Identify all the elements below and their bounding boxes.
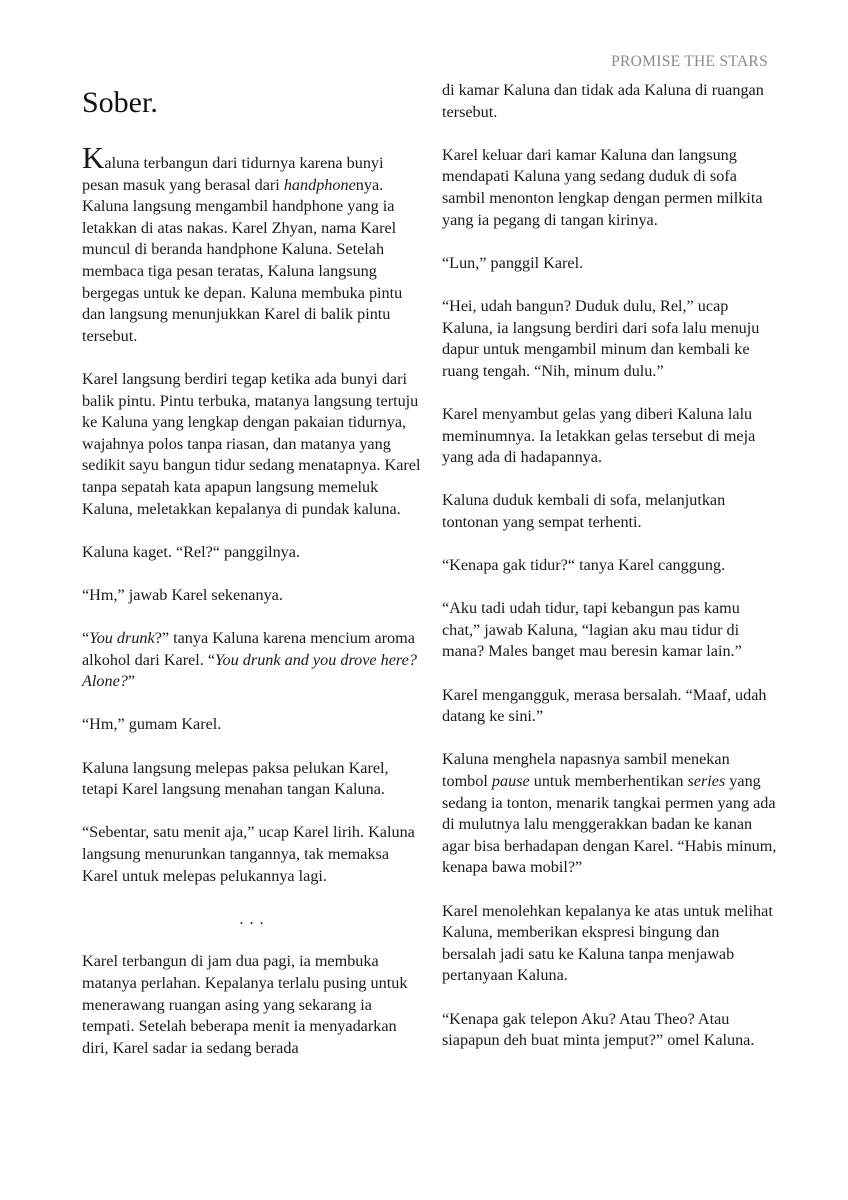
paragraph: Karel keluar dari kamar Kaluna dan langsung mendapati Kaluna yang sedang duduk di sofa sambil menonton lengkap dengan permen milkita yang ia pegang di tangan kirinya. (442, 145, 763, 229)
paragraph: “Hm,” jawab Karel sekenanya. (82, 585, 283, 604)
paragraph (442, 749, 777, 879)
chapter-title: Sober. (82, 86, 158, 119)
paragraph (82, 628, 422, 693)
paragraph: Karel menolehkan kepalanya ke atas untuk melihat Kaluna, memberikan ekspresi bingung dan bersalah jadi satu ke Kaluna tanpa menjawab pertanyaan Kaluna. (442, 901, 773, 985)
emphasis-text: handphone (283, 175, 356, 194)
paragraph-text: “ (82, 629, 90, 648)
emphasis-text: series (687, 772, 726, 790)
right-column (442, 80, 777, 1073)
paragraph-text: ” (127, 672, 136, 691)
paragraph-text: Kaluna menghela napasnya sambil menekan tombol (442, 750, 730, 790)
paragraph-text: nya. Kaluna langsung mengambil handphone yang ia letakkan di atas nakas. Karel Zhyan, nama Karel muncul di beranda handphone Kaluna. Setelah membaca tiga pesan teratas, Kaluna langsung bergegas untuk ke depan. Kaluna membuka pintu dan langsung menunjukkan Karel di balik pintu tersebut. (82, 175, 403, 345)
left-column (82, 80, 422, 1081)
paragraph: Karel langsung berdiri tegap ketika ada bunyi dari balik pintu. Pintu terbuka, matanya langsung tertuju ke Kaluna yang lengkap dengan pakaian tidurnya, wajahnya polos tanpa riasan, dan matanya yang sedikit sayu bangun tidur sedang menatapnya. Karel tanpa sepatah kata apapun langsung memeluk Kaluna, meletakkan kepalanya di pundak kaluna. (82, 369, 421, 518)
emphasis-text: You drunk (89, 629, 155, 648)
paragraph-text: untuk memberhentikan (529, 772, 688, 790)
paragraph: “Kenapa gak telepon Aku? Atau Theo? Atau siapapun deh buat minta jemput?” omel Kaluna. (442, 1009, 755, 1050)
paragraph (82, 140, 422, 347)
emphasis-text: You drunk and you drove here? Alone? (82, 650, 417, 691)
paragraph: di kamar Kaluna dan tidak ada Kaluna di ruangan tersebut. (442, 81, 764, 121)
running-header: PROMISE THE STARS (611, 53, 768, 70)
paragraph: Kaluna duduk kembali di sofa, melanjutkan tontonan yang sempat terhenti. (442, 491, 726, 531)
paragraph: Karel menyambut gelas yang diberi Kaluna lalu meminumnya. Ia letakkan gelas tersebut di meja yang ada di hadapannya. (442, 404, 756, 467)
paragraph-text: ?” tanya Kaluna karena mencium aroma alkohol dari Karel. “ (82, 629, 415, 669)
paragraph: “Hei, udah bangun? Duduk dulu, Rel,” ucap Kaluna, ia langsung berdiri dari sofa lalu menuju dapur untuk mengambil minum dan kembali ke ruang tengah. “Nih, minum dulu.” (442, 296, 760, 380)
paragraph: “Lun,” panggil Karel. (442, 253, 584, 272)
paragraph: “Sebentar, satu menit aja,” ucap Karel lirih. Kaluna langsung menurunkan tangannya, tak memaksa Karel untuk melepas pelukannya lagi. (82, 823, 415, 885)
paragraph: “Kenapa gak tidur?“ tanya Karel canggung. (442, 556, 726, 575)
paragraph: “Hm,” gumam Karel. (82, 715, 222, 734)
paragraph: Kaluna langsung melepas paksa pelukan Karel, tetapi Karel langsung menahan tangan Kaluna. (82, 758, 389, 799)
paragraph: Kaluna kaget. “Rel?“ panggilnya. (82, 542, 300, 561)
paragraph: Karel mengangguk, merasa bersalah. “Maaf, udah datang ke sini.” (442, 685, 767, 726)
paragraph-text: yang sedang ia tonton, menarik tangkai permen yang ada di mulutnya lalu menggerakkan badan ke kanan agar bisa berhadapan dengan Karel. “Habis minum, kenapa bawa mobil?” (442, 772, 777, 877)
emphasis-text: pause (491, 772, 530, 790)
scene-break: . . . (239, 909, 265, 928)
drop-cap: K (82, 140, 105, 175)
paragraph: Karel terbangun di jam dua pagi, ia membuka matanya perlahan. Kepalanya terlalu pusing untuk menerawang ruangan asing yang sekarang ia tempati. Setelah beberapa menit ia menyadarkan diri, Karel sadar ia sedang berada (82, 952, 408, 1057)
paragraph-text: aluna terbangun dari tidurnya karena bunyi pesan masuk yang berasal dari (82, 154, 384, 194)
paragraph: “Aku tadi udah tidur, tapi kebangun pas kamu chat,” jawab Kaluna, “lagian aku mau tidur di mana? Males banget mau beresin kamar lain.” (442, 599, 742, 661)
